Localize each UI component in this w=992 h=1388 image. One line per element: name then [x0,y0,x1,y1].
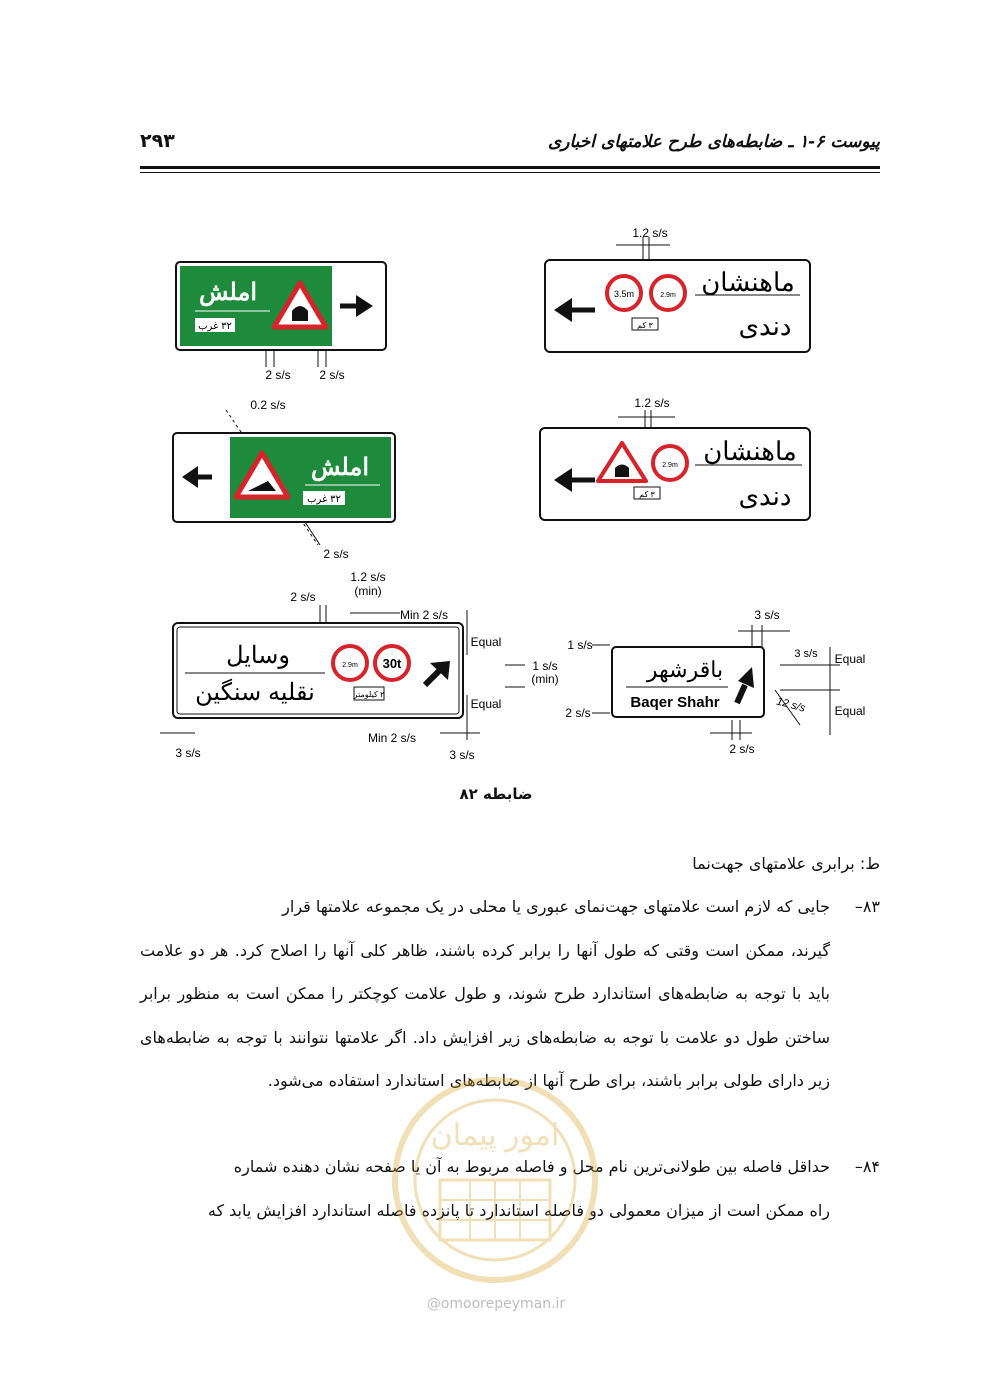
sign2-line1: ماهنشان [701,267,795,297]
sign6-dim-2ss-left: 2 s/s [565,706,591,720]
sign-4 [540,396,810,520]
paragraph-83-number: ۸۳– [854,897,880,916]
sign3-dim-diag: 0.2 s/s [250,398,286,412]
sign-2 [545,226,810,352]
sign5-equal-bottom: Equal [470,697,502,711]
sign6-dim-12ss: 12 s/s [775,695,807,715]
figure-caption: ضابطه ۸۲ [459,785,533,803]
sign5-dim-min: (min) [354,584,382,598]
paragraph-83-rest: گیرند، ممکن است وقتی که طول آنها را برابر کرده باشند، ظاهر کلی آنها را اصلاح کرد. هر دو علامت باید با توجه به ضابطه‌های استاندارد طرح شوند، و طول علامت کوچکتر را ممکن است به منظور برابر ساختن طول دو علامت با توجه به ضابطه‌های زیر افزایش داد. اگر علامتها نتوانند با توجه به ضابطه‌های زیر دارای طولی برابر باشند، برای طرح آنها از ضابطه‌های استاندارد استفاده می‌شود. [140,940,830,1090]
signs-figure [140,215,880,775]
sign4-circle-b: 2.9m [662,462,678,469]
sign-3 [173,398,395,561]
sign3-route: ۳۲ غرب [307,494,341,505]
sign2-circle-b: 2.9m [660,292,676,299]
sign5-dim-min2-top: Min 2 s/s [399,608,449,622]
sign5-line1: وسایل [226,642,290,669]
sign4-dim-top: 1.2 s/s [634,396,670,410]
watermark-logo-text: امور پیمان [430,1119,560,1152]
sign6-place-en: Baqer Shahr [630,694,720,711]
sign6-dim-3ss-right: 3 s/s [794,648,818,660]
sign-6 [565,608,865,756]
sign5-dim-3ss-left: 3 s/s [175,746,201,760]
sign5-circle-b: 30t [382,656,402,671]
watermark-url: @omoorepeyman.ir [426,1296,566,1312]
sign5-equal-top: Equal [470,635,502,649]
sign5-circle-a: 2.9m [342,662,358,669]
sign5-dim-12: 1.2 s/s [350,570,386,584]
watermark-logo [380,1070,610,1290]
header-title: پیوست ۶-۱ ـ ضابطه‌های طرح علامتهای اخباری [547,132,880,152]
paragraph-84-number: ۸۴– [854,1157,880,1176]
section-heading: ط: برابری علامتهای جهت‌نما [692,854,880,873]
sign6-dim-2ss-bottom: 2 s/s [729,742,755,756]
header-rule-thin [140,172,880,173]
sign2-line2: دندی [738,311,792,341]
sign5-plate: ۲ کیلومتر [353,690,385,699]
sign1-place: املش [198,279,258,306]
page-number: ۲۹۳ [140,130,175,152]
paragraph-84-line1: حداقل فاصله بین طولانی‌ترین نام محل و فاصله مربوط به آن یا صفحه نشان دهنده شماره [233,1157,830,1176]
sign3-dim-bottom: 2 s/s [323,547,349,561]
sign6-place-fa: باقرشهر [646,657,724,682]
sign6-equal-top: Equal [834,652,866,666]
sign1-dim-a: 2 s/s [265,368,291,382]
sign5-dim-1ss: 1 s/s [532,659,558,673]
sign4-line1: ماهنشان [703,436,797,466]
sign4-plate: ۳ کم [639,490,655,499]
sign-5 [160,570,559,762]
sign1-route: ۳۲ غرب [198,321,232,332]
paragraph-84-rest: راه ممکن است از میزان معمولی دو فاصله استاندارد تا پانزده فاصله استاندارد افزایش یابد که [207,1200,830,1220]
sign1-dim-b: 2 s/s [319,368,345,382]
sign2-circle-a: 3.5m [613,289,635,299]
sign5-dim-2ss: 2 s/s [290,590,316,604]
sign6-dim-1ss: 1 s/s [567,638,593,652]
paragraph-83-line1: جایی که لازم است علامتهای جهت‌نمای عبوری یا محلی در یک مجموعه علامتها قرار [282,897,830,916]
sign2-dim-top: 1.2 s/s [632,226,668,240]
sign4-line2: دندی [738,481,792,511]
sign6-equal-bottom: Equal [834,704,866,718]
sign2-plate: ۳ کم [637,321,653,330]
sign3-place: املش [310,454,370,481]
sign5-dim-3ss-right: 3 s/s [449,748,475,762]
sign5-line2: نقلیه سنگین [195,679,315,706]
sign5-dim-min2-bottom: Min 2 s/s [367,731,417,745]
sign5-dim-1ss-min: (min) [531,672,559,686]
sign-1 [176,262,386,382]
sign6-dim-3ss-top: 3 s/s [754,608,780,622]
tunnel-icon [615,465,629,478]
header-rule [140,166,880,169]
